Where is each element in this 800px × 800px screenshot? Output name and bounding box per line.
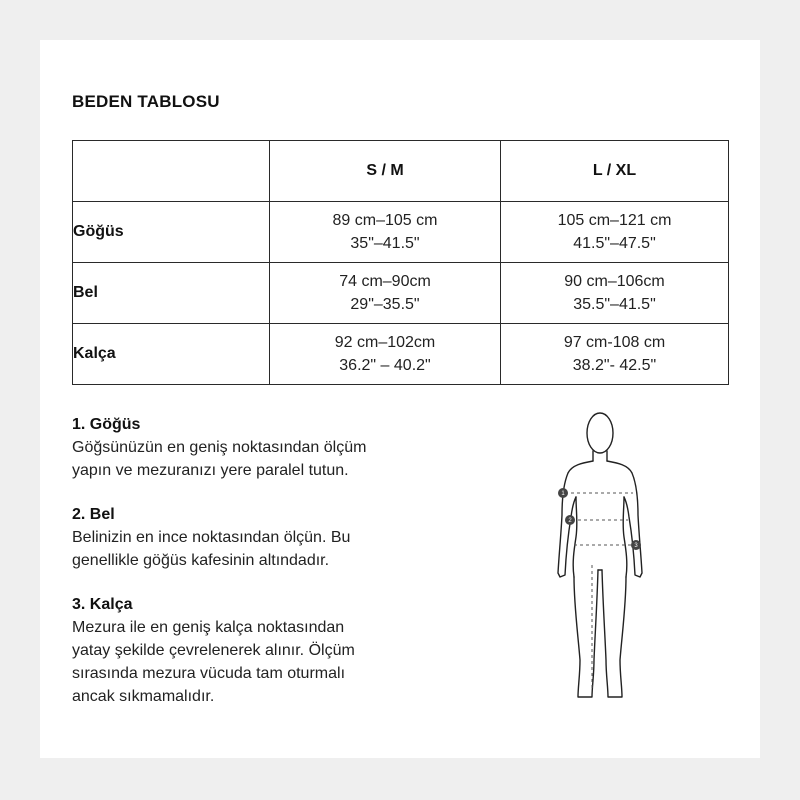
page-title: BEDEN TABLOSU [72,92,220,111]
row-label-gogus: Göğüs [73,202,270,263]
cell-gogus-lxl [501,202,729,263]
section-heading: 2. Bel [72,506,115,523]
cell-bel-sm [270,263,501,324]
cell-bel-lxl [501,263,729,324]
section-line: Belinizin en ince noktasından ölçün. Bu [72,529,351,546]
section-line: yapın ve mezuranızı yere paralel tutun. [72,462,349,479]
section-gogus [72,414,462,482]
value-inch: 36.2" – 40.2" [339,357,431,374]
table-row [73,263,729,324]
value-cm: 105 cm–121 cm [557,212,672,229]
value-inch: 38.2"- 42.5" [572,357,657,374]
section-heading: 1. Göğüs [72,416,141,433]
value-inch: 29"–35.5" [350,296,420,313]
row-label-bel: Bel [73,263,270,324]
body-measurement-icon [548,405,648,705]
cell-gogus-sm [270,202,501,263]
table-header-row [73,141,729,202]
section-kalca [72,594,462,708]
value-cm: 89 cm–105 cm [332,212,438,229]
value-inch: 41.5"–47.5" [573,235,656,252]
marker-1: 1 [561,491,565,497]
section-line: Göğsünüzün en geniş noktasından ölçüm [72,439,367,456]
table-row [73,324,729,385]
value-cm: 74 cm–90cm [339,273,431,290]
marker-3: 3 [634,543,638,549]
section-heading: 3. Kalça [72,596,133,613]
measurement-instructions [72,414,462,730]
section-line: ancak sıkmamalıdır. [72,688,215,705]
value-inch: 35"–41.5" [350,235,420,252]
section-line: sırasında mezura vücuda tam oturmalı [72,665,346,682]
value-cm: 90 cm–106cm [564,273,665,290]
header-lxl: L / XL [501,141,729,202]
size-table [72,140,729,385]
section-line: Mezura ile en geniş kalça noktasından [72,619,345,636]
section-line: genellikle göğüs kafesinin altındadır. [72,552,330,569]
value-inch: 35.5"–41.5" [573,296,656,313]
marker-2: 2 [568,518,572,524]
value-cm: 92 cm–102cm [334,334,436,351]
cell-kalca-sm [270,324,501,385]
cell-kalca-lxl [501,324,729,385]
table-row [73,202,729,263]
section-bel [72,504,462,572]
header-empty [73,141,270,202]
section-line: yatay şekilde çevrelenerek alınır. Ölçüm [72,642,355,659]
value-cm: 97 cm-108 cm [563,334,666,351]
header-sm: S / M [270,141,501,202]
row-label-kalca: Kalça [73,324,270,385]
